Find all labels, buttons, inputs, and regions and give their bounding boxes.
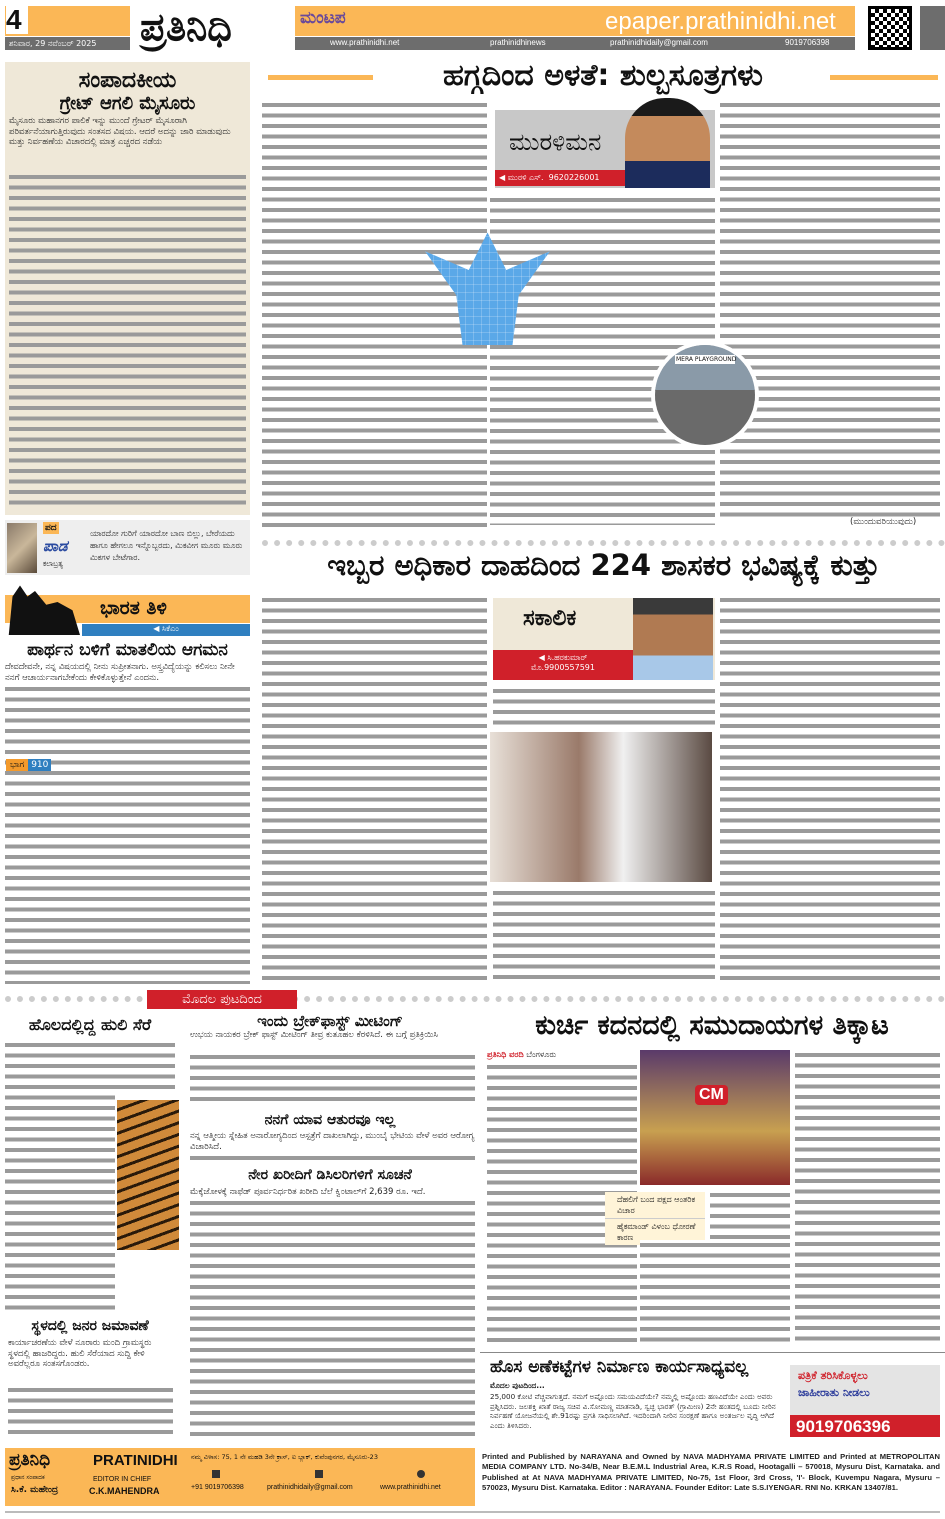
- playground-sign: MERA PLAYGROUND: [676, 356, 737, 363]
- bharata-lead: ದೇವದೇವನೇ, ನನ್ನ ವಿಷಯದಲ್ಲಿ ನೀನು ಸುಪ್ರೀತನಾಗು. ಅಸ್ತ್ರವಿದ್ಯೆಯನ್ನು ಕಲಿಸಲು ನೀನೇ ನನಗೆ ಆಚಾರ್ಯನಾಗಬೇಕೆಂದು ಕೇಳಿಕೊಳ್ಳುತ್ತೇನೆ ಎಂದನು.: [5, 662, 235, 683]
- playground-photo: [655, 345, 755, 445]
- bharata-headline: ಪಾರ್ಥನ ಬಳಿಗೆ ಮಾತಲಿಯ ಆಗಮನ: [27, 640, 228, 660]
- breakfast-lead: ಉಭಯ ನಾಯಕರ ಬ್ರೇಕ್ ಫಾಸ್ಟ್ ಮೀಟಿಂಗ್ ತೀವ್ರ ಕುತೂಹಲ ಕೆರಳಿಸಿದೆ. ಈ ಬಗ್ಗೆ ಪ್ರತಿಕ್ರಿಯಿಸಿ: [190, 1030, 438, 1040]
- footer-band: [5, 1448, 475, 1506]
- ad-line-2: ಜಾಹೀರಾತು ನೀಡಲು: [798, 1386, 870, 1399]
- continued-tab: ಮೊದಲ ಪುಟದಿಂದ: [147, 990, 297, 1009]
- direct-purchase-body: [190, 1198, 475, 1440]
- footer-email[interactable]: prathinidhidaily@gmail.com: [267, 1484, 353, 1491]
- top-story-col1: [262, 100, 487, 530]
- part-number: 910: [28, 759, 51, 771]
- subhead-no-hurry: ನನಗೆ ಯಾವ ಆತುರವೂ ಇಲ್ಲ: [264, 1112, 396, 1128]
- kurchi-headline: ಕುರ್ಚಿ ಕದನದಲ್ಲಿ ಸಮುದಾಯಗಳ ತಿಕ್ಕಾಟ: [535, 1010, 889, 1041]
- editor-en: C.K.MAHENDRA: [89, 1486, 160, 1496]
- subscription-ad[interactable]: [790, 1365, 940, 1437]
- dams-divider: [480, 1352, 945, 1353]
- page-number: 4: [6, 4, 28, 34]
- logo: ಪ್ರತಿನಿಧಿ: [140, 5, 232, 49]
- highlight-item: [605, 1192, 705, 1219]
- pada-verse: ಯಾರದೋ ಗುರಿಗೆ ಯಾರದೋ ಬಾಣ ಬಿಲ್ಲು, ಬೇರೆಯದು ಹಾಗೂ ಹೇಗಲೂ ಇನ್ನೊಬ್ಬರದು, ಮಿಕವೀಗ ಮೂರು ಮೂರು ಮಿಕಗಳ ಬೇಟೆಗಾರ.: [90, 529, 243, 562]
- tiger-body-top: [115, 1040, 175, 1095]
- tiger-body: [5, 1040, 115, 1310]
- editor-kn-label: ಪ್ರಧಾನ ಸಂಪಾದಕ: [11, 1474, 45, 1481]
- editorial-box: [5, 62, 250, 515]
- cartoon: [640, 1050, 790, 1185]
- part-label: ಭಾಗ: [6, 759, 28, 771]
- pada-tag-2: ಪಾಡ: [43, 537, 68, 555]
- continued-divider: [5, 996, 945, 1002]
- kurchi-byline: [487, 1050, 556, 1060]
- date: ಶನಿವಾರ, 29 ನವೆಂಬರ್ 2025: [5, 37, 130, 50]
- tiger-headline: ಹೊಲದಲ್ಲಿದ್ದ ಹುಲಿ ಸೆರೆ: [28, 1015, 152, 1034]
- email-link[interactable]: prathinidhidaily@gmail.com: [610, 38, 708, 47]
- pada-tag: ಪದ: [45, 523, 57, 533]
- editor-kn: ಸಿ.ಕೆ. ಮಹೇಂದ್ರ: [11, 1485, 59, 1495]
- website-link[interactable]: www.prathinidhi.net: [330, 38, 400, 47]
- column-phone: ಮೊ.9900557591: [530, 663, 595, 672]
- second-story-col2: [493, 686, 715, 726]
- second-story-col1: [262, 595, 487, 985]
- columnist-photo: [7, 523, 37, 573]
- dams-headline: ಹೊಸ ಅಣೆಕಟ್ಟೆಗಳ ನಿರ್ಮಾಣ ಕಾರ್ಯಸಾಧ್ಯವಲ್ಲ: [490, 1357, 749, 1377]
- tiger-subhead: ಸ್ಥಳದಲ್ಲಿ ಜನರ ಜಮಾವಣೆ: [31, 1318, 149, 1334]
- footer-rule: [5, 1511, 940, 1513]
- second-story-headline: ಇಬ್ಬರ ಅಧಿಕಾರ ದಾಹದಿಂದ 224 ಶಾಸಕರ ಭವಿಷ್ಯಕ್ಕೆ ಕುತ್ತು: [327, 548, 880, 582]
- footer-website[interactable]: www.prathinidhi.net: [380, 1484, 441, 1491]
- column-title: ಸಕಾಲಿಕ: [523, 606, 577, 631]
- columnist-photo: [633, 598, 713, 680]
- bharata-byline: ◀ ಸಿಕೆಎಂ: [82, 624, 250, 636]
- dams-lead: 25,000 ಕೋಟಿ ವೆಚ್ಚವಾಗುತ್ತದೆ. ನಮಗೆ ಅಷ್ಟೊಂದು ಸಮಯವಿದೆಯೇ? ನಮ್ಮಲ್ಲಿ ಅಷ್ಟೊಂದು ಹಣವಿದೆಯೇ ಎಂದು ಅವರು ಪ್ರಶ್ನಿಸಿದರು. ಜಲಶಕ್ತಿ ಖಾತೆ ರಾಜ್ಯ ಸಚಿವ ವಿ.ಸೋಮಣ್ಣ ಮಾತನಾಡಿ, ಸ್ವಚ್ಛ ಭಾರತ್ (ಗ್ರಾಮೀಣ) 2ನೇ ಹಂತದಲ್ಲಿ ಬೂದು ನೀರಿನ ನಿರ್ವಹಣೆ ಯೋಜನೆಯಲ್ಲಿ ಶೇ.91ರಷ್ಟು ಪ್ರಗತಿ ಸಾಧಿಸಲಾಗಿದೆ. ಇದರಿಂದಾಗಿ ನೀರಿನ ಸಂರಕ್ಷಣೆ ಹಾಗೂ ಅಂತರ್ಜಲ ವೃದ್ಧಿ ಆಗಿದೆ ಎಂದು ತಿಳಿಸಿದರು.: [490, 1392, 776, 1430]
- editorial-label: ಸಂಪಾದಕೀಯ: [78, 68, 177, 93]
- mail-icon: [315, 1470, 323, 1478]
- footer-phone[interactable]: +91 9019706398: [191, 1484, 244, 1491]
- breakfast-headline: ಇಂದು ಬ್ರೇಕ್‌ಫಾಸ್ಟ್ ಮೀಟಿಂಗ್: [257, 1012, 403, 1030]
- tiger-sub-body: [8, 1385, 173, 1440]
- column-author: ◀ ಮುರಳಿ ಎಸ್.: [499, 173, 544, 182]
- column-author-bar: [493, 650, 633, 680]
- masthead-edge: [920, 6, 945, 50]
- editor-en-label: EDITOR IN CHIEF: [93, 1476, 152, 1483]
- contact-strip: [295, 37, 855, 50]
- second-story-col3: [720, 595, 940, 985]
- section-name: ಮಂಟಪ: [300, 8, 346, 28]
- no-hurry-lead: ನನ್ನ ಆತ್ಮೀಯ ಸ್ನೇಹಿತ ಅನಾರೋಗ್ಯದಿಂದ ಆಸ್ಪತ್ರೆಗೆ ದಾಖಲಾಗಿದ್ದು, ಮುಂಬೈ ಭೇಟಿಯ ವೇಳೆ ಅವರ ಆರೋಗ್ಯ ವಿಚಾರಿಸಿದೆ.: [190, 1131, 475, 1152]
- to-be-continued: (ಮುಂದುವರಿಯುವುದು): [850, 517, 917, 527]
- footer-logo: ಪ್ರತಿನಿಧಿ: [9, 1450, 51, 1470]
- top-story-headline: ಹಗ್ಗದಿಂದ ಅಳತೆ: ಶುಲ್ಬಸೂತ್ರಗಳು: [443, 58, 763, 93]
- ad-line-1: ಪತ್ರಿಕೆ ತರಿಸಿಕೊಳ್ಳಲು: [798, 1369, 868, 1382]
- part-badge: [6, 760, 51, 770]
- headline-rule-left: [268, 75, 373, 80]
- dams-cont: ಮೊದಲ ಪುಟದಿಂದ...: [490, 1381, 545, 1390]
- columnist-photo: [625, 98, 710, 188]
- byline-place: ಬೆಂಗಳೂರು: [526, 1050, 557, 1059]
- kurchi-highlights: [605, 1192, 705, 1245]
- editorial-lead: ಮೈಸೂರು ಮಹಾನಗರ ಪಾಲಿಕೆ ಇನ್ನು ಮುಂದೆ ಗ್ರೇಟರ್ ಮೈಸೂರಾಗಿ ಪರಿವರ್ತನೆಯಾಗುತ್ತಿರುವುದು ಸಂತಸದ ವಿಷಯ. ಆದರೆ ಅದನ್ನು ಜಾರಿ ಮಾಡುವುದು ಮತ್ತು ನಿರ್ವಹಣೆಯ ವಿಚಾರದಲ್ಲಿ ಮಾತ್ರ ಎಚ್ಚರದ ನಡೆಯ: [9, 116, 231, 147]
- qr-code-icon: [868, 6, 912, 50]
- bharata-title: ಭಾರತ ತಿಳಿ: [100, 597, 167, 619]
- column-author: ◀ ಸಿ.ಹರಕುಮಾರ್: [538, 653, 588, 662]
- headline-rule-right: [830, 75, 938, 80]
- kurchi-col2: [640, 1240, 790, 1347]
- whatsapp-number[interactable]: 9019706398: [785, 38, 830, 47]
- column-title: ಮುರಳಿಮನ: [509, 128, 602, 156]
- editorial-body: [9, 172, 246, 507]
- byline-tag: ಪ್ರತಿನಿಧಿ ವರದಿ: [487, 1050, 524, 1059]
- highlight-text: ದೆಹಲಿಗೆ ಬಂದ ಪಕ್ಷದ ಆಂತರಿಕ ವಿಚಾರ: [617, 1195, 696, 1215]
- pada-author: ಕಲಾಬ್ರತ್ಯ: [43, 560, 63, 568]
- kurchi-col3: [795, 1050, 940, 1347]
- subhead-direct-purchase: ನೇರ ಖರೀದಿಗೆ ಡಿಸಿಲರಿಗಳಿಗೆ ಸೂಚನೆ: [248, 1167, 412, 1183]
- direct-purchase-lead: ಮೆಕ್ಕೆಜೋಳಕ್ಕೆ ನಾಫೆಡ್ ಪೂರ್ವನಿರ್ಧರಿತ ಖರೀದಿ ಬೆಲೆ ಕ್ವಿಂಟಾಲ್‌ಗೆ 2,639 ರೂ. ಇದೆ.: [190, 1187, 426, 1197]
- epaper-link[interactable]: epaper.prathinidhi.net: [605, 8, 836, 35]
- social-handle[interactable]: prathinidhinews: [490, 38, 546, 47]
- ad-phone[interactable]: 9019706396: [790, 1415, 940, 1437]
- no-hurry-body: [190, 1153, 475, 1165]
- tiger-photo: [117, 1100, 179, 1250]
- editorial-headline: ಗ್ರೇಟ್ ಆಗಲಿ ಮೈಸೂರು: [59, 93, 196, 114]
- top-story-col3: [720, 100, 940, 518]
- globe-icon: [417, 1470, 425, 1478]
- footer-logo-en: PRATINIDHI: [93, 1452, 178, 1469]
- column-author-bar: [495, 170, 625, 186]
- phone-icon: [212, 1470, 220, 1478]
- kurchi-col2b: [710, 1190, 790, 1240]
- leaders-photo: [490, 732, 712, 882]
- breakfast-body: [190, 1052, 475, 1107]
- column-phone: 9620226001: [548, 173, 600, 182]
- cartoon-chair-label: CM: [695, 1085, 728, 1105]
- tiger-sub-lead: ಕಾರ್ಯಾಚರಣೆಯ ವೇಳೆ ನೂರಾರು ಮಂದಿ ಗ್ರಾಮಸ್ಥರು ಸ್ಥಳದಲ್ಲಿ ಹಾಜರಿದ್ದರು. ಹುಲಿ ಸೆರೆಯಾದ ಸುದ್ದಿ ಕೇಳಿ ಅವರೆಲ್ಲರೂ ಸಂತಸಗೊಂಡರು.: [8, 1338, 152, 1369]
- second-story-col2b: [493, 888, 715, 985]
- columnist-box: [495, 110, 715, 188]
- highlight-text: ಹೈಕಮಾಂಡ್ ವಿಳಂಬ ಧೋರಣೆ ಕಾರಣ: [617, 1222, 696, 1242]
- footer-address: ನಮ್ಮ ವಿಳಾಸ: 75, 1 ನೇ ಮಹಡಿ 3ನೇ ಕ್ರಾಸ್, ಐ ಬ್ಲಾಕ್, ಕುವೆಂಪುನಗರ, ಮೈಸೂರು-23: [191, 1453, 378, 1461]
- section-divider: [262, 540, 945, 546]
- pada-box: [5, 520, 250, 575]
- imprint: Printed and Published by NARAYANA and Owned by NAVA MADHYAMA PRIVATE LIMITED and Printed at METROPOLITAN MEDIA COMPANY LTD. No-34/B, Near B.E.M.L Industrial Area, K.R.S Road, Hootagalli – 570018, Mysuru Dist, Karnataka. and Published at At NAVA MADHYAMA PRIVATE LIMITED, No-75, 1st Floor, 3rd Cross, 'I'- Block, Kuvempu Nagara, Mysuru – 570023, Mysuru Dist. Karnataka. Editor : NARAYANA. Founder Editor: Late S.S.IYENGAR. RNI No. KRKAN 13407/81.: [482, 1452, 940, 1492]
- sakalika-box: [493, 598, 715, 680]
- bharata-body: [5, 684, 250, 984]
